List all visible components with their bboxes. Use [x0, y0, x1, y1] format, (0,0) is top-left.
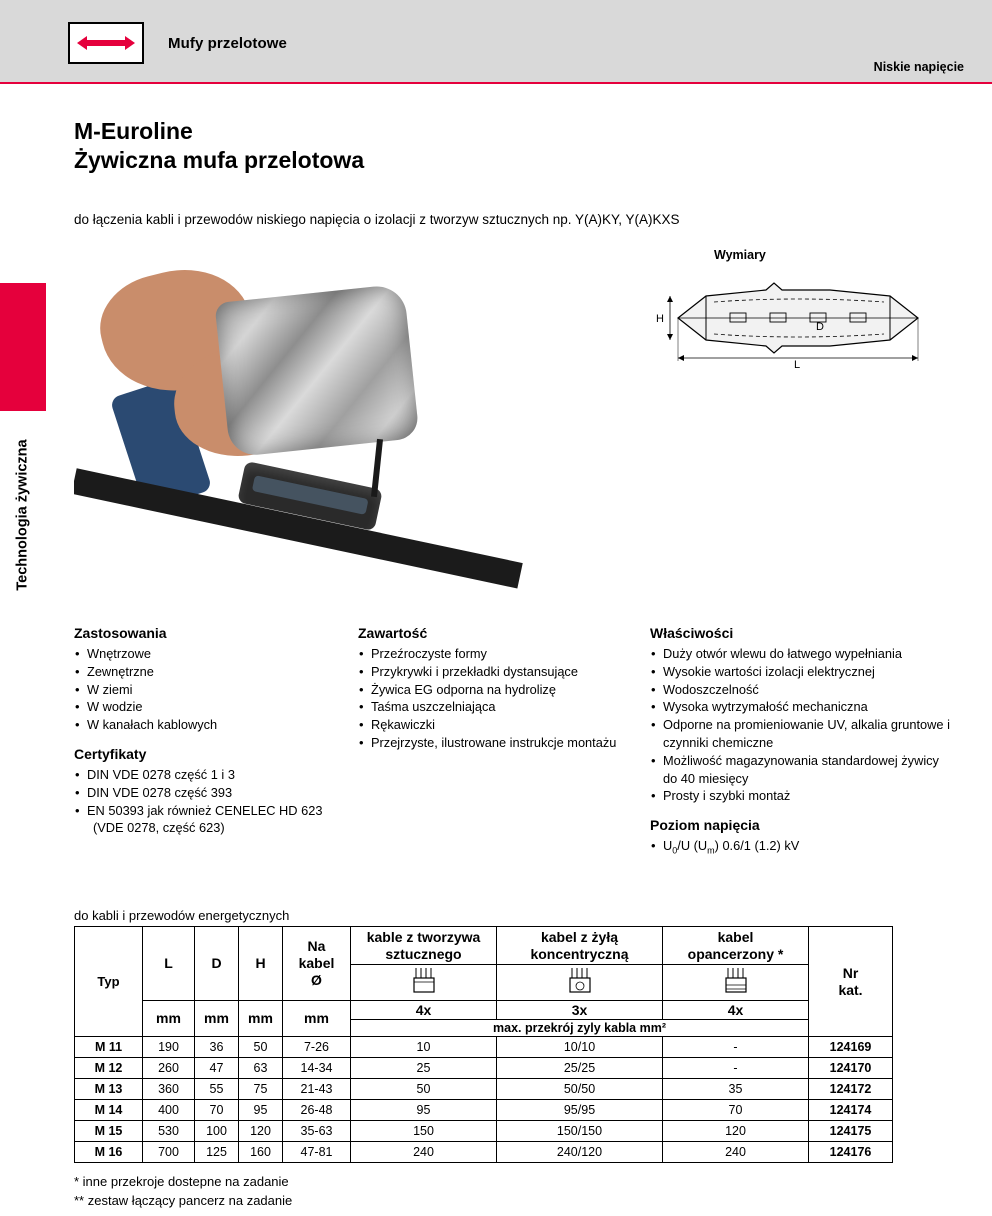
list-item: • Przykrywki i przekładki dystansujące [358, 663, 640, 681]
cell-l: 530 [143, 1121, 195, 1142]
th-na-kabel [283, 927, 351, 1001]
table-row [75, 1142, 893, 1163]
th-max-section: max. przekrój zyly kabla mm² [351, 1020, 809, 1037]
list-item: • EN 50393 jak również CENELEC HD 623 [74, 802, 336, 820]
list-item: • Możliwość magazynowania standardowej żywicy do 40 miesięcy [650, 752, 950, 788]
table-row [75, 1100, 893, 1121]
cell-d: 70 [195, 1100, 239, 1121]
th-typ: Typ [75, 927, 143, 1037]
cell-l: 400 [143, 1100, 195, 1121]
cell-nr: 124174 [809, 1100, 893, 1121]
cell-kabel: 47-81 [283, 1142, 351, 1163]
cable-icon-armoured-cell [663, 965, 809, 1001]
voltage-prefix: U [663, 838, 673, 854]
th-mult-armoured: 4x [663, 1001, 809, 1020]
th-d-label: D [211, 955, 222, 971]
list-item: • Taśma uszczelniająca [358, 698, 640, 716]
cell-concentric: 240/120 [497, 1142, 663, 1163]
th-group-armoured [663, 927, 809, 965]
product-description: do łączenia kabli i przewodów niskiego napięcia o izolacji z tworzyw sztucznych np. Y(A)KY, Y(A)KXS [74, 212, 680, 227]
cell-kabel: 14-34 [283, 1058, 351, 1079]
voltage-mid: /U (U [677, 838, 708, 854]
cell-kabel: 35-63 [283, 1121, 351, 1142]
cell-kabel: 21-43 [283, 1079, 351, 1100]
th-unit-l: mm [143, 1001, 195, 1037]
table-caption: do kabli i przewodów energetycznych [74, 908, 290, 923]
th-unit-d: mm [195, 1001, 239, 1037]
cell-plastic: 10 [351, 1037, 497, 1058]
th-group-armoured-l2: opancerzony * [687, 945, 784, 962]
cell-d: 100 [195, 1121, 239, 1142]
cell-d: 125 [195, 1142, 239, 1163]
column-properties [650, 625, 950, 861]
cell-nr: 124172 [809, 1079, 893, 1100]
cell-typ: M 11 [75, 1037, 143, 1058]
cell-typ: M 12 [75, 1058, 143, 1079]
table-row [75, 1121, 893, 1142]
cell-typ: M 15 [75, 1121, 143, 1142]
certificates-heading: Certyfikaty [74, 745, 147, 762]
table-footnotes [74, 1172, 292, 1210]
specification-table [74, 926, 893, 1163]
list-item: • Odporne na promieniowanie UV, alkalia gruntowe i czynniki chemiczne [650, 716, 950, 752]
th-mult-concentric: 3x [497, 1001, 663, 1020]
cell-concentric: 10/10 [497, 1037, 663, 1058]
list-item: • Rękawiczki [358, 716, 640, 734]
cell-h: 50 [239, 1037, 283, 1058]
cell-nr: 124176 [809, 1142, 893, 1163]
list-item: • Zewnętrzne [74, 663, 336, 681]
dim-h-label: H [656, 313, 664, 325]
cell-plastic: 50 [351, 1079, 497, 1100]
list-item: • W kanałach kablowych [74, 716, 336, 734]
cell-plastic: 95 [351, 1100, 497, 1121]
cell-h: 63 [239, 1058, 283, 1079]
dim-d-label: D [816, 321, 824, 333]
cable-icon-plastic-cell [351, 965, 497, 1001]
voltage-suffix: ) 0.6/1 (1.2) kV [714, 838, 800, 854]
voltage-sub-0: 0 [672, 845, 678, 856]
voltage-sub-m: m [707, 845, 715, 856]
list-item-voltage [650, 837, 950, 860]
cell-l: 190 [143, 1037, 195, 1058]
cell-concentric: 25/25 [497, 1058, 663, 1079]
th-l-label: L [164, 955, 173, 971]
th-group-plastic-l2: sztucznego [385, 945, 462, 962]
cable-icon-concentric-cell [497, 965, 663, 1001]
content-heading: Zawartość [358, 625, 428, 641]
th-group-plastic-l1: kable z tworzywa [366, 928, 481, 945]
table-row [75, 1037, 893, 1058]
dim-l-label: L [794, 359, 801, 368]
footnote-1: * inne przekroje dostepne na zadanie [74, 1174, 289, 1189]
cell-l: 700 [143, 1142, 195, 1163]
th-unit-kabel: mm [283, 1001, 351, 1037]
list-item: • Duży otwór wlewu do łatwego wypełniania [650, 645, 950, 663]
th-na-kabel-l2: kabel [298, 955, 335, 971]
th-mult-plastic: 4x [351, 1001, 497, 1020]
cable-armoured-icon [723, 966, 749, 996]
cell-armoured: 35 [663, 1079, 809, 1100]
cell-armoured: 70 [663, 1100, 809, 1121]
cable-concentric-icon [567, 966, 593, 996]
header-title: Mufy przelotowe [168, 35, 288, 52]
th-d [195, 927, 239, 1001]
cable-plastic-icon [411, 966, 437, 996]
applications-heading: Zastosowania [74, 625, 167, 641]
voltage-list [650, 837, 950, 860]
header-voltage-label: Niskie napięcie [873, 60, 964, 74]
cell-l: 360 [143, 1079, 195, 1100]
cell-plastic: 25 [351, 1058, 497, 1079]
cell-armoured: - [663, 1037, 809, 1058]
th-group-concentric [497, 927, 663, 965]
page-header [0, 0, 992, 84]
list-item: • Wodoszczelność [650, 681, 950, 699]
side-tab-label-wrap [0, 415, 46, 635]
cell-l: 260 [143, 1058, 195, 1079]
cell-h: 120 [239, 1121, 283, 1142]
product-photo [74, 253, 530, 593]
th-h [239, 927, 283, 1001]
footnote-2: ** zestaw łączący pancerz na zadanie [74, 1193, 293, 1208]
list-item: • DIN VDE 0278 część 1 i 3 [74, 766, 336, 784]
cell-d: 36 [195, 1037, 239, 1058]
list-item-continuation: (VDE 0278, część 623) [93, 820, 225, 836]
certificates-list [74, 766, 336, 837]
table-row [75, 1079, 893, 1100]
th-nr-l1: Nr [842, 964, 859, 981]
photo-resin-bag [214, 283, 419, 457]
list-item: • W ziemi [74, 681, 336, 699]
side-accent-block [0, 283, 46, 411]
list-item: • Przejrzyste, ilustrowane instrukcje montażu [358, 734, 640, 752]
properties-heading: Właściwości [650, 625, 734, 641]
cell-typ: M 14 [75, 1100, 143, 1121]
cell-plastic: 150 [351, 1121, 497, 1142]
cell-concentric: 150/150 [497, 1121, 663, 1142]
cell-nr: 124175 [809, 1121, 893, 1142]
dimension-drawing [648, 268, 948, 368]
column-content [358, 625, 640, 752]
voltage-heading: Poziom napięcia [650, 817, 760, 834]
drawing-title: Wymiary [714, 248, 766, 262]
cell-d: 55 [195, 1079, 239, 1100]
list-item: • W wodzie [74, 698, 336, 716]
list-item: • Wysokie wartości izolacji elektrycznej [650, 663, 950, 681]
list-item: • DIN VDE 0278 część 393 [74, 784, 336, 802]
cell-typ: M 16 [75, 1142, 143, 1163]
cell-plastic: 240 [351, 1142, 497, 1163]
header-icon-box [68, 22, 144, 64]
cell-typ: M 13 [75, 1079, 143, 1100]
cell-nr: 124169 [809, 1037, 893, 1058]
photo-pour-nozzle [371, 439, 383, 497]
cell-kabel: 7-26 [283, 1037, 351, 1058]
product-name: M-Euroline [74, 118, 193, 144]
list-item: • Wysoka wytrzymałość mechaniczna [650, 698, 950, 716]
cell-armoured: 240 [663, 1142, 809, 1163]
th-group-concentric-l1: kabel z żyłą [540, 928, 619, 945]
list-item: • Prosty i szybki montaż [650, 787, 950, 805]
th-group-plastic [351, 927, 497, 965]
list-item: • Żywica EG odporna na hydrolizę [358, 681, 640, 699]
cell-armoured: 120 [663, 1121, 809, 1142]
cell-h: 160 [239, 1142, 283, 1163]
cell-h: 95 [239, 1100, 283, 1121]
column-applications [74, 625, 336, 837]
cell-concentric: 50/50 [497, 1079, 663, 1100]
cell-d: 47 [195, 1058, 239, 1079]
th-na-kabel-l1: Na [307, 938, 326, 954]
cell-h: 75 [239, 1079, 283, 1100]
cell-nr: 124170 [809, 1058, 893, 1079]
list-item: • Przeźroczyste formy [358, 645, 640, 663]
th-l [143, 927, 195, 1001]
arrow-left-right-icon [75, 33, 137, 53]
th-nr-kat [809, 927, 893, 1037]
cell-armoured: - [663, 1058, 809, 1079]
product-subtitle: Żywiczna mufa przelotowa [74, 147, 365, 173]
applications-list [74, 645, 336, 734]
properties-list [650, 645, 950, 805]
side-tab-label: Technologia żywiczna [15, 439, 32, 591]
th-na-kabel-l3: Ø [311, 972, 322, 988]
th-group-concentric-l2: koncentryczną [530, 945, 629, 962]
content-list [358, 645, 640, 752]
cell-kabel: 26-48 [283, 1100, 351, 1121]
table-row [75, 1058, 893, 1079]
cell-concentric: 95/95 [497, 1100, 663, 1121]
th-unit-h: mm [239, 1001, 283, 1037]
th-nr-l2: kat. [838, 981, 863, 998]
th-group-armoured-l1: kabel [717, 928, 754, 945]
photo-joint-core [252, 475, 369, 515]
list-item: • Wnętrzowe [74, 645, 336, 663]
th-h-label: H [255, 955, 266, 971]
